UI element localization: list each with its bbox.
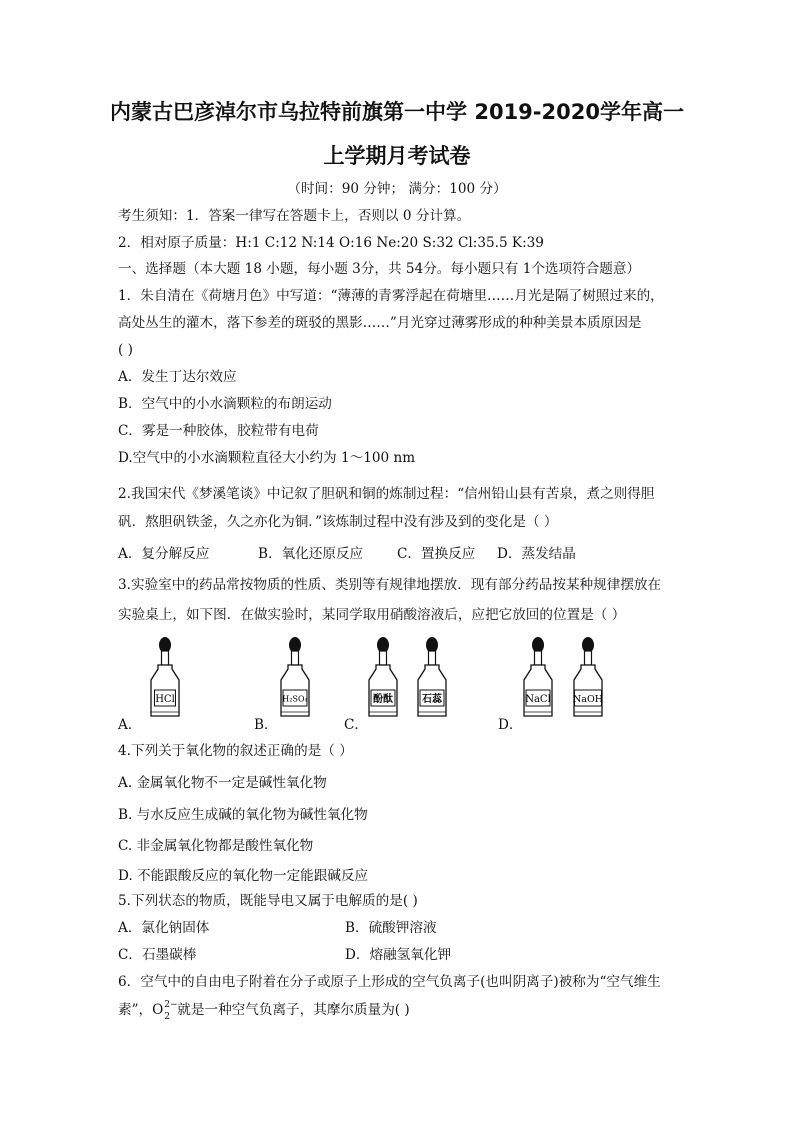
q1-option-b: B．空气中的小水滴颗粒的布朗运动: [118, 396, 332, 412]
q2-stem-line1: 2.我国宋代《梦溪笔谈》中记叙了胆矾和铜的炼制过程：“信州铅山县有苦泉，煮之则得胆: [118, 486, 655, 502]
q2-stem-line2: 矾．熬胆矾铁釜，久之亦化为铜．”该炼制过程中没有涉及到的变化是（ ）: [118, 514, 558, 530]
ion-subscript: 2: [164, 1012, 171, 1022]
q3-stem-line1: 3.实验室中的药品常按物质的性质、类别等有规律地摆放．现有部分药品按某种规律摆放在: [118, 577, 662, 593]
dropper-bottle-nacl: [519, 636, 557, 722]
q3-label-d: D．: [498, 717, 523, 733]
bottle-label-hcl: HCl: [155, 694, 175, 705]
q4-option-c: C. 非金属氧化物都是酸性氧化物: [118, 838, 314, 854]
dropper-bottle-naoh: [569, 636, 607, 722]
q3-label-a: A．: [118, 717, 142, 733]
q5-option-d: D．熔融氢氧化钾: [345, 947, 452, 963]
q3-label-c: C．: [344, 717, 368, 733]
ion-charge-superscript: 2−: [164, 1000, 178, 1010]
q5-option-b: B．硫酸钾溶液: [345, 920, 437, 936]
q1-option-a: A．发生丁达尔效应: [118, 369, 237, 385]
dropper-bottle-h2so4: [276, 636, 314, 722]
section-heading: 一、选择题（本大题 18 小题，每小题 3分，共 54分。每小题只有 1个选项符合题意）: [118, 261, 641, 277]
exam-title-line2: 上学期月考试卷: [323, 144, 471, 168]
q5-option-a: A．氯化钠固体: [118, 920, 210, 936]
ion-formula-sub-sup: [163, 1000, 178, 1022]
atomic-mass: 2．相对原子质量：H:1 C:12 N:14 O:16 Ne:20 S:32 Cl:35.5 K:39: [118, 235, 544, 251]
bottle-label-litmus: 石蕊: [422, 694, 442, 705]
bottle-label-h2so4: H₂SO₄: [282, 694, 308, 704]
q1-option-c: C．雾是一种胶体，胶粒带有电荷: [118, 423, 319, 439]
q4-stem: 4.下列关于氧化物的叙述正确的是（ ）: [118, 743, 353, 759]
q2-option-d: D．蒸发结晶: [497, 546, 576, 562]
notice: 考生须知：1．答案一律写在答题卡上，否则以 0 分计算。: [118, 208, 471, 224]
q4-option-b: B. 与水反应生成碱的氧化物为碱性氧化物: [118, 807, 368, 823]
bottle-label-phenolphthalein: 酚酞: [373, 694, 393, 705]
q1-option-d: D.空气中的小水滴颗粒直径大小约为 1～100 nm: [118, 450, 416, 466]
dropper-bottle-phenolphthalein: [364, 636, 402, 722]
q6-stem-line1: 6．空气中的自由电子附着在分子或原子上形成的空气负离子(也叫阴离子)被称为“空气维生: [118, 974, 661, 990]
q6-stem-line2: [118, 1000, 410, 1022]
q1-stem-line2: 高处丛生的灌木，落下参差的斑驳的黑影……”月光穿过薄雾形成的种种美景本质原因是: [118, 315, 642, 331]
bottle-label-nacl: NaCl: [525, 694, 551, 705]
q4-option-d: D. 不能跟酸反应的氧化物一定能跟碱反应: [118, 868, 369, 884]
dropper-bottle-hcl: [146, 636, 184, 722]
q2-option-b: B．氧化还原反应: [258, 546, 364, 562]
q2-option-a: A．复分解反应: [118, 546, 210, 562]
time-info: （时间：90 分钟； 满分：100 分）: [287, 181, 507, 197]
dropper-bottle-litmus: [413, 636, 451, 722]
q3-label-b: B．: [254, 717, 278, 733]
q2-option-c: C．置换反应: [397, 546, 476, 562]
bottle-label-naoh: NaOH: [572, 694, 604, 705]
q4-option-a: A. 金属氧化物不一定是碱性氧化物: [118, 775, 327, 791]
q1-stem-line3: ( ): [118, 342, 133, 358]
q5-stem: 5.下列状态的物质，既能导电又属于电解质的是( ): [118, 893, 418, 909]
exam-title-line1: 内蒙古巴彦淖尔市乌拉特前旗第一中学 2019-2020学年高一: [110, 100, 684, 124]
q6-text-start: 素”，O: [118, 1002, 164, 1018]
q1-stem-line1: 1．朱自清在《荷塘月色》中写道：“薄薄的青雾浮起在荷塘里……月光是隔了树照过来的，: [118, 288, 664, 304]
q3-stem-line2: 实验桌上，如下图．在做实验时，某同学取用硝酸溶液后，应把它放回的位置是（ ）: [118, 607, 626, 623]
q6-text-end: 就是一种空气负离子，其摩尔质量为( ): [177, 1002, 410, 1018]
reagent-bottles-figure: [118, 636, 678, 734]
q5-option-c: C．石墨碳棒: [118, 947, 197, 963]
